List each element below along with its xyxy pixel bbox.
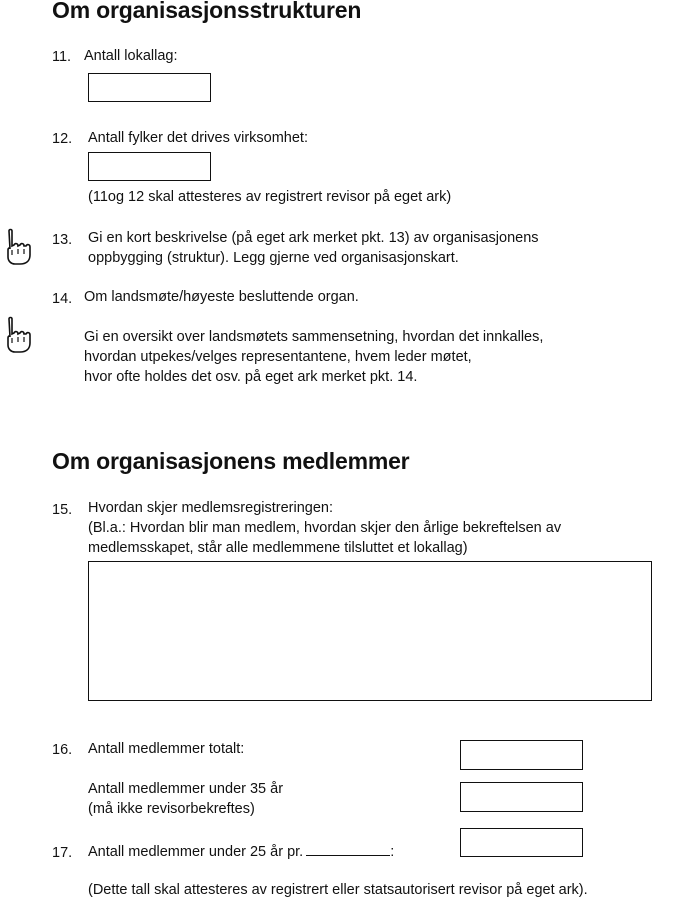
q17-note: (Dette tall skal attesteres av registrert eller statsautorisert revisor på eget ark).: [88, 882, 588, 898]
section-heading-members: Om organisasjonens medlemmer: [52, 448, 410, 474]
q16-under35-note: (må ikke revisorbekreftes): [88, 801, 255, 817]
q17-label-row: [88, 842, 394, 862]
q15-line-1: (Bl.a.: Hvordan blir man medlem, hvordan skjer den årlige bekreftelsen av: [88, 520, 562, 536]
q12-number: 12.: [52, 131, 73, 147]
q11-label: Antall lokallag:: [84, 48, 178, 64]
q17-number: 17.: [52, 845, 73, 861]
q17-colon: :: [390, 844, 395, 860]
q16-total-members-input[interactable]: [460, 740, 583, 770]
pointing-hand-icon: [2, 316, 36, 354]
q17-label: Antall medlemmer under 25 år pr.: [88, 844, 304, 860]
q14-line-2: hvordan utpekes/velges representantene, hvem leder møtet,: [84, 349, 472, 365]
q15-label: Hvordan skjer medlemsregistreringen:: [88, 500, 333, 516]
q14-line-3: hvor ofte holdes det osv. på eget ark merket pkt. 14.: [84, 369, 418, 385]
q12-note: (11og 12 skal attesteres av registrert revisor på eget ark): [88, 189, 452, 205]
section-heading-structure: Om organisasjonsstrukturen: [52, 0, 362, 23]
q13-line-2: oppbygging (struktur). Legg gjerne ved organisasjonskart.: [88, 250, 459, 266]
q17-members-under-25-input[interactable]: [460, 828, 583, 857]
q16-under35-label: Antall medlemmer under 35 år: [88, 781, 284, 797]
q13-number: 13.: [52, 232, 73, 248]
q16-number: 16.: [52, 742, 73, 758]
q15-number: 15.: [52, 502, 73, 518]
q14-label: Om landsmøte/høyeste besluttende organ.: [84, 289, 359, 305]
q11-local-branches-input[interactable]: [88, 73, 211, 102]
q12-counties-input[interactable]: [88, 152, 211, 181]
q14-line-1: Gi en oversikt over landsmøtets sammensetning, hvordan det innkalles,: [84, 329, 544, 345]
q15-registration-textarea[interactable]: [88, 561, 652, 701]
q13-line-1: Gi en kort beskrivelse (på eget ark merket pkt. 13) av organisasjonens: [88, 230, 539, 246]
q16-members-under-35-input[interactable]: [460, 782, 583, 812]
pointing-hand-icon: [2, 228, 36, 266]
q12-label: Antall fylker det drives virksomhet:: [88, 130, 308, 146]
q14-number: 14.: [52, 291, 73, 307]
q11-number: 11.: [52, 49, 72, 65]
q16-label: Antall medlemmer totalt:: [88, 741, 245, 757]
q17-date-blank[interactable]: [306, 843, 390, 856]
q15-line-2: medlemsskapet, står alle medlemmene tilsluttet et lokallag): [88, 540, 468, 556]
